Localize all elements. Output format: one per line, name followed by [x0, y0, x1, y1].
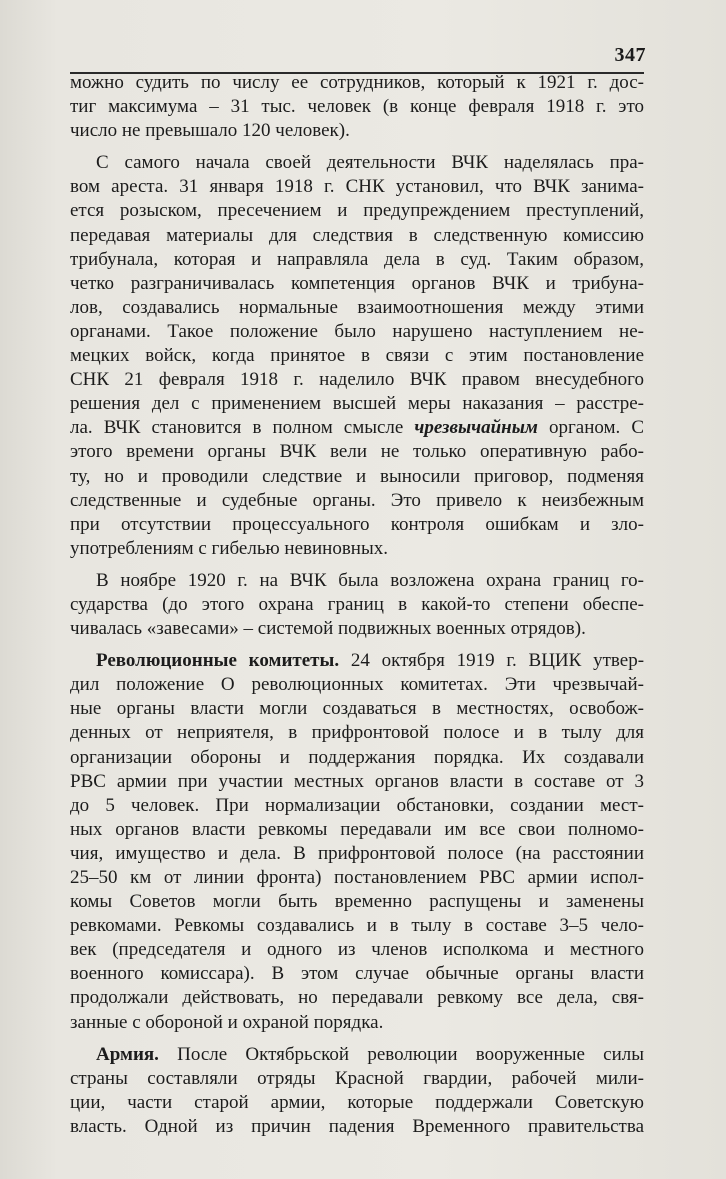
- text-line: передавая материалы для следствия в следственную комиссию: [70, 224, 644, 246]
- text-line: мецких войск, когда принятое в связи с этим постановление: [70, 345, 644, 367]
- text-line: трибунала, которая и направляла дела в суд. Таким образом,: [70, 248, 644, 270]
- text-line: сударства (до этого охрана границ в какой-то степени обеспе-: [70, 593, 644, 615]
- paragraph: [70, 569, 644, 641]
- text-line: 25–50 км от линии фронта) постановлением РВС армии испол-: [70, 867, 644, 888]
- paragraph: [70, 151, 644, 561]
- text-line: ревкомами. Ревкомы создавались и в тылу в составе 3–5 чело-: [70, 915, 644, 937]
- text-line: продолжали действовать, но передавали ревкому все дела, свя-: [70, 987, 644, 1009]
- text-line-with-heading: [70, 649, 644, 673]
- text-line: В ноябре 1920 г. на ВЧК была возложена охрана границ го-: [96, 569, 644, 591]
- paragraph: [70, 71, 644, 143]
- text-line: дил положение О революционных комитетах. Эти чрезвычай-: [70, 674, 644, 696]
- text-line: до 5 человек. При нормализации обстановки, создании мест-: [70, 794, 644, 816]
- text-segment: ла. ВЧК становится в полном смысле: [70, 417, 404, 439]
- text-line: СНК 21 февраля 1918 г. наделило ВЧК правом внесудебного: [70, 369, 644, 391]
- text-line: власть. Одной из причин падения Временного правительства: [70, 1115, 644, 1137]
- text-line: занные с обороной и охраной порядка.: [70, 1011, 384, 1033]
- text-line: ных органов власти ревкомы передавали им все свои полномо-: [70, 818, 644, 840]
- text-line: ные органы власти могли создаваться в местностях, освобож-: [70, 698, 644, 720]
- text-line: число не превышало 120 человек).: [70, 120, 350, 142]
- text-line: решения дел с применением высшей меры наказания – расстре-: [70, 393, 644, 415]
- text-line: чивалась «завесами» – системой подвижных военных отрядов).: [70, 618, 586, 640]
- text-line-with-heading: [70, 1043, 644, 1067]
- text-segment: органом. С: [548, 417, 644, 439]
- text-line-with-emphasis: [70, 416, 644, 440]
- body-text: [70, 71, 644, 1139]
- text-line: следственные и судебные органы. Это привело к неизбежным: [70, 489, 644, 511]
- text-line: этого времени органы ВЧК вели не только оперативную рабо-: [70, 441, 644, 463]
- text-segment: 24 октября 1919 г. ВЦИК утвер-: [350, 650, 645, 672]
- text-line: организации обороны и поддержания порядка. Их создавали: [70, 746, 644, 768]
- text-line: чия, имущество и дела. В прифронтовой полосе (на расстоянии: [70, 842, 644, 864]
- paragraph: [70, 649, 644, 1035]
- text-line: ции, части старой армии, которые поддержали Советскую: [70, 1091, 644, 1113]
- text-line: ту, но и проводили следствие и выносили приговор, подменяя: [70, 465, 644, 487]
- text-line: при отсутствии процессуального контроля ошибкам и зло-: [70, 513, 644, 535]
- text-line: ется розыском, пресечением и предупреждением преступлений,: [70, 200, 644, 222]
- section-heading: Революционные комитеты.: [96, 650, 340, 672]
- section-heading: Армия.: [96, 1043, 159, 1065]
- text-line: военного комиссара). В этом случае обычные органы власти: [70, 963, 644, 985]
- text-line: лов, создавались нормальные взаимоотношения между этими: [70, 296, 644, 318]
- text-line: употреблениям с гибелью невиновных.: [70, 537, 388, 559]
- text-line: можно судить по числу ее сотрудников, который к 1921 г. дос-: [70, 72, 644, 93]
- text-line: четко разграничивалась компетенция органов ВЧК и трибуна-: [70, 272, 644, 294]
- text-line: РВС армии при участии местных органов власти в составе от 3: [70, 770, 644, 792]
- text-line: вом ареста. 31 января 1918 г. СНК установил, что ВЧК занима-: [70, 176, 644, 198]
- text-line: С самого начала своей деятельности ВЧК наделялась пра-: [96, 152, 644, 174]
- text-line: страны составляли отряды Красной гвардии, рабочей мили-: [70, 1067, 644, 1089]
- emphasized-word: чрезвычайным: [414, 417, 538, 439]
- text-segment: После Октябрьской революции вооруженные силы: [177, 1043, 644, 1065]
- text-line: денных от неприятеля, в прифронтовой полосе и в тылу для: [70, 722, 644, 744]
- text-line: органами. Такое положение было нарушено наступлением не-: [70, 320, 644, 342]
- text-line: комы Советов могли быть временно распущены и заменены: [70, 891, 644, 913]
- paragraph: [70, 1043, 644, 1139]
- text-line: век (председателя и одного из членов исполкома и местного: [70, 939, 644, 961]
- page-number: 347: [614, 44, 646, 66]
- text-line: тиг максимума – 31 тыс. человек (в конце февраля 1918 г. это: [70, 96, 644, 118]
